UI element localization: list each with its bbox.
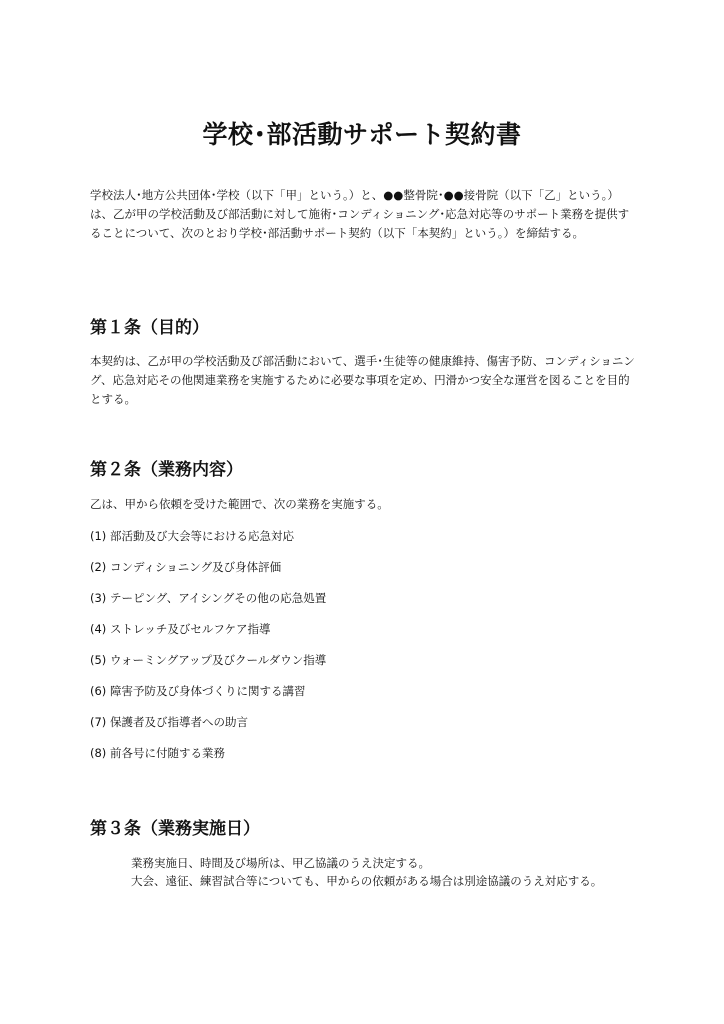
list-item: (3) テーピング、アイシングその他の応急処置 [90,591,327,605]
list-item: (7) 保護者及び指導者への助言 [90,715,248,729]
list-item: (5) ウォーミングアップ及びクールダウン指導 [90,653,327,667]
list-item: (6) 障害予防及び身体づくりに関する講習 [90,684,306,698]
list-item: (2) コンディショニング及び身体評価 [90,560,282,574]
article-1-body: 本契約は、乙が甲の学校活動及び部活動において、選手･生徒等の健康維持、傷害予防、コンディショニング、応急対応その他関連業務を実施するために必要な事項を定め、円滑かつ安全な運営を図ることを目的とする。 [90,354,635,406]
list-item: (1) 部活動及び大会等における応急対応 [90,529,294,543]
intro-paragraph: 学校法人･地方公共団体･学校（以下「甲」という。）と、●●整骨院･●●接骨院（以下「乙」という。）は、乙が甲の学校活動及び部活動に対して施術･コンディショニング･応急対応等のサポート業務を提供することについて、次のとおり学校･部活動サポート契約（以下「本契約」という。）を締結する。 [90,188,630,240]
article-2-heading: 第２条（業務内容） [90,460,243,480]
article-3-line-2: 大会、遠征、練習試合等についても、甲からの依頼がある場合は別途協議のうえ対応する。 [131,874,603,888]
list-item: (4) ストレッチ及びセルフケア指導 [90,622,271,636]
article-2-lead: 乙は、甲から依頼を受けた範囲で、次の業務を実施する。 [90,497,389,511]
list-item: (8) 前各号に付随する業務 [90,746,225,760]
document-title: 学校･部活動サポート契約書 [202,120,522,149]
article-3-heading: 第３条（業務実施日） [90,819,260,839]
article-3-line-1: 業務実施日、時間及び場所は、甲乙協議のうえ決定する。 [131,856,430,870]
article-1-heading: 第１条（目的） [90,318,209,338]
